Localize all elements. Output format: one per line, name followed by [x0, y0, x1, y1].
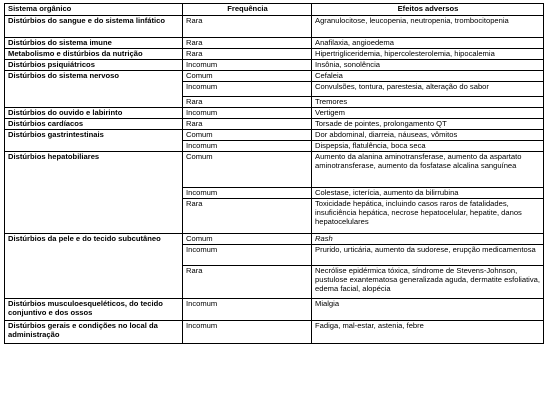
effects-cell: Colestase, icterícia, aumento da bilirrubina [312, 188, 544, 199]
table-row [5, 108, 544, 119]
frequency-cell: Incomum [183, 82, 312, 97]
frequency-cell: Comum [183, 130, 312, 141]
effects-cell: Hipertrigliceridemia, hipercolesterolemia, hipocalemia [312, 49, 544, 60]
effects-cell: Torsade de pointes, prolongamento QT [312, 119, 544, 130]
system-cell: Distúrbios musculoesqueléticos, do tecido conjuntivo e dos ossos [5, 299, 183, 321]
frequency-cell: Incomum [183, 321, 312, 344]
system-cell: Distúrbios do sangue e do sistema linfático [5, 16, 183, 38]
system-cell: Distúrbios do sistema nervoso [5, 71, 183, 108]
effects-cell: Rash [312, 234, 544, 245]
frequency-cell: Comum [183, 234, 312, 245]
system-cell: Metabolismo e distúrbios da nutrição [5, 49, 183, 60]
table-row [5, 119, 544, 130]
frequency-cell: Rara [183, 119, 312, 130]
table-row [5, 321, 544, 344]
system-cell: Distúrbios do sistema imune [5, 38, 183, 49]
effects-cell: Tremores [312, 97, 544, 108]
effects-cell: Cefaleia [312, 71, 544, 82]
system-cell: Distúrbios cardíacos [5, 119, 183, 130]
frequency-cell: Rara [183, 266, 312, 299]
effects-cell: Insônia, sonolência [312, 60, 544, 71]
effects-cell: Mialgia [312, 299, 544, 321]
effects-cell: Prurido, urticária, aumento da sudorese, erupção medicamentosa [312, 245, 544, 266]
effects-cell: Dor abdominal, diarreia, náuseas, vômitos [312, 130, 544, 141]
table-row [5, 38, 544, 49]
frequency-cell: Incomum [183, 299, 312, 321]
adverse-effects-table-container [4, 3, 544, 344]
frequency-cell: Incomum [183, 141, 312, 152]
frequency-cell: Rara [183, 38, 312, 49]
system-cell: Distúrbios da pele e do tecido subcutâneo [5, 234, 183, 299]
system-cell: Distúrbios do ouvido e labirinto [5, 108, 183, 119]
frequency-cell: Incomum [183, 245, 312, 266]
table-row [5, 299, 544, 321]
frequency-cell: Comum [183, 71, 312, 82]
effects-cell: Agranulocitose, leucopenia, neutropenia, trombocitopenia [312, 16, 544, 38]
effects-cell: Anafilaxia, angioedema [312, 38, 544, 49]
adverse-effects-table [4, 3, 544, 344]
frequency-cell: Rara [183, 49, 312, 60]
frequency-cell: Comum [183, 152, 312, 188]
table-row [5, 234, 544, 245]
header-effects: Efeitos adversos [312, 4, 544, 16]
table-row [5, 130, 544, 141]
system-cell: Distúrbios gerais e condições no local da administração [5, 321, 183, 344]
effects-cell: Toxicidade hepática, incluindo casos raros de fatalidades, insuficiência hepática, necrose hepatocelular, hepatite, danos hepatocelulares [312, 199, 544, 234]
table-row [5, 49, 544, 60]
table-row [5, 152, 544, 188]
table-body [5, 16, 544, 344]
header-row [5, 4, 544, 16]
header-system: Sistema orgânico [5, 4, 183, 16]
header-frequency: Frequência [183, 4, 312, 16]
system-cell: Distúrbios gastrintestinais [5, 130, 183, 152]
frequency-cell: Incomum [183, 188, 312, 199]
effects-cell: Dispepsia, flatulência, boca seca [312, 141, 544, 152]
frequency-cell: Rara [183, 97, 312, 108]
frequency-cell: Rara [183, 16, 312, 38]
system-cell: Distúrbios psiquiátricos [5, 60, 183, 71]
system-cell: Distúrbios hepatobiliares [5, 152, 183, 234]
table-row [5, 71, 544, 82]
effects-cell: Necrólise epidérmica tóxica, síndrome de Stevens-Johnson, pustulose exantematosa generalizada aguda, dermatite esfoliativa, edema facial, alopécia [312, 266, 544, 299]
effects-cell: Vertigem [312, 108, 544, 119]
frequency-cell: Incomum [183, 108, 312, 119]
effects-cell: Convulsões, tontura, parestesia, alteração do sabor [312, 82, 544, 97]
effects-cell: Fadiga, mal-estar, astenia, febre [312, 321, 544, 344]
table-row [5, 60, 544, 71]
frequency-cell: Incomum [183, 60, 312, 71]
effects-cell: Aumento da alanina aminotransferase, aumento da aspartato aminotransferase, aumento da fosfatase alcalina sanguínea [312, 152, 544, 188]
frequency-cell: Rara [183, 199, 312, 234]
table-row [5, 16, 544, 38]
